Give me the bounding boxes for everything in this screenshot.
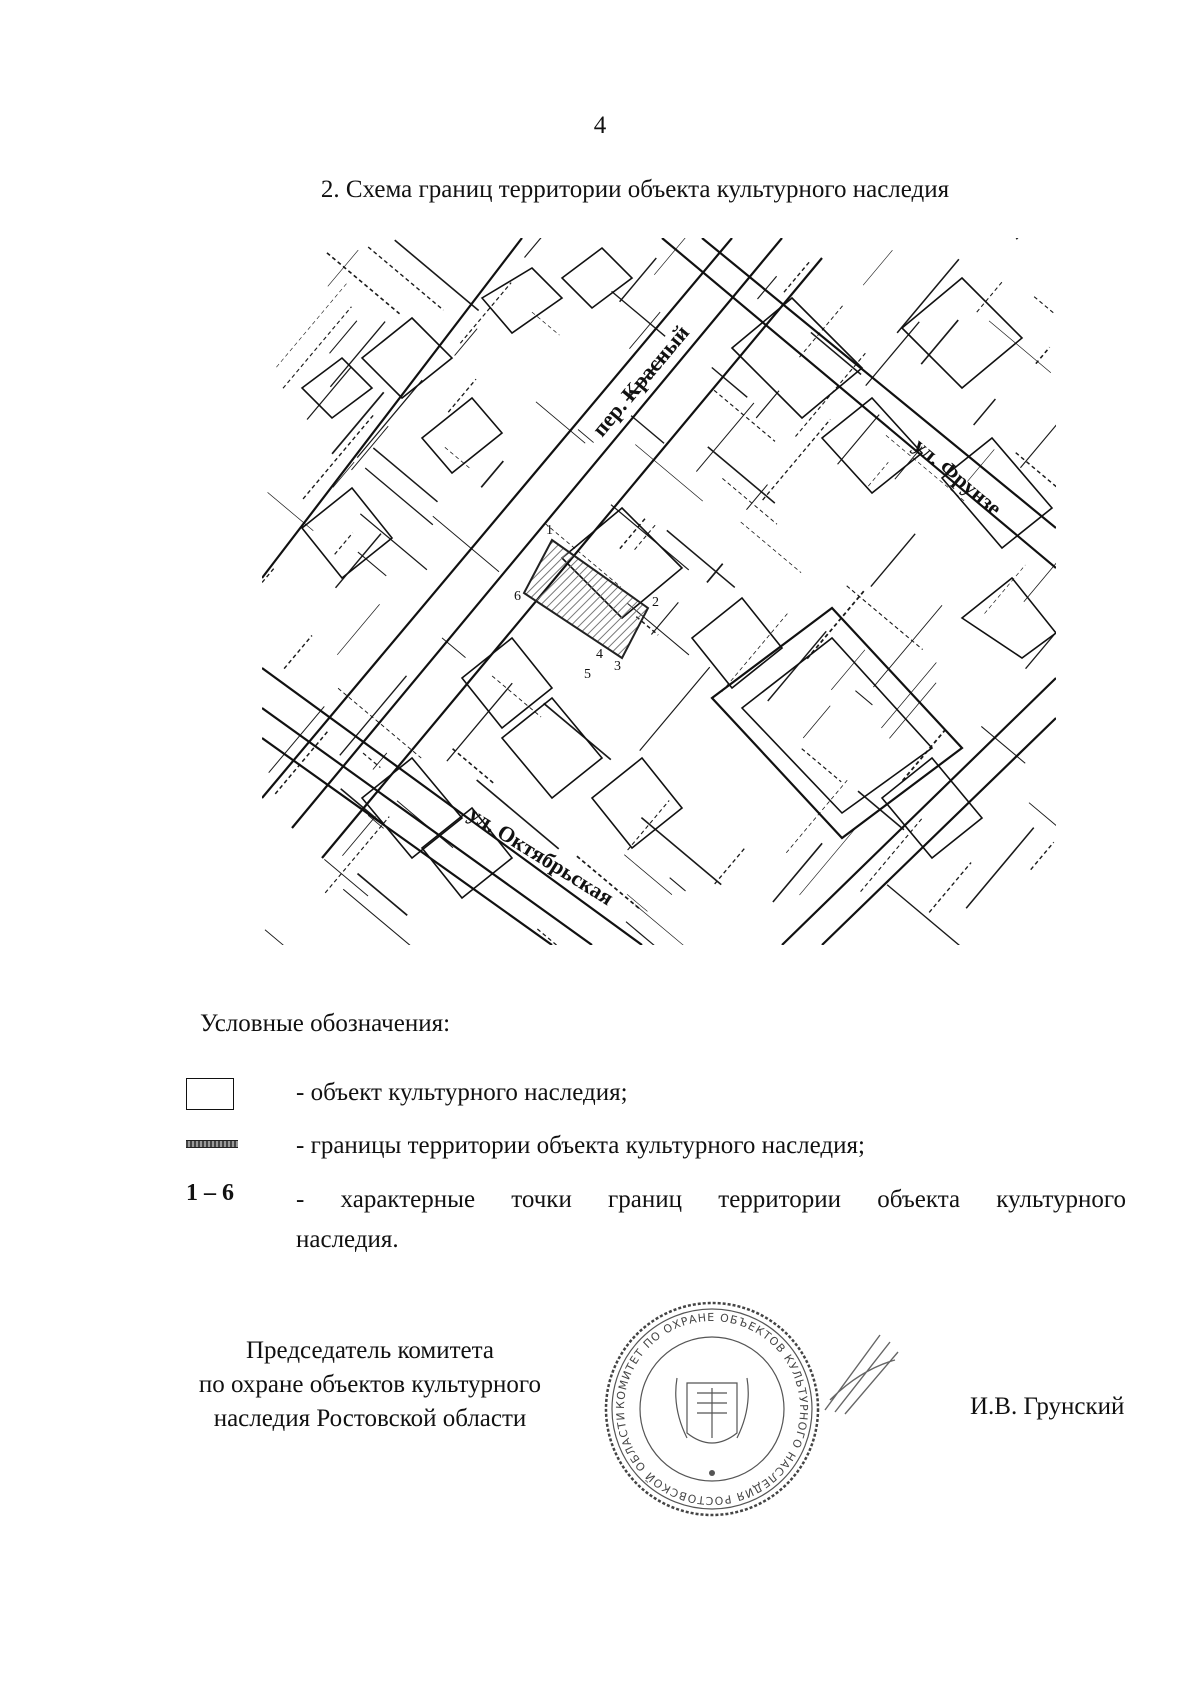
map-line bbox=[873, 605, 942, 687]
map-line bbox=[741, 522, 801, 573]
street-label-frunze: ул. Фрунзе bbox=[908, 432, 1007, 521]
map-line bbox=[667, 530, 735, 587]
map-line bbox=[611, 505, 689, 570]
street-label-oktyabrskaya: ул. Октябрьская bbox=[464, 801, 619, 911]
position-line: по охране объектов культурного bbox=[198, 1371, 542, 1398]
map-line bbox=[807, 589, 865, 659]
map-line bbox=[871, 534, 915, 587]
map-line bbox=[448, 379, 476, 412]
map-line bbox=[855, 691, 872, 705]
map-line bbox=[328, 250, 358, 286]
map-line bbox=[921, 320, 958, 364]
map-line bbox=[1020, 418, 1056, 468]
map-line bbox=[357, 874, 407, 916]
map-line bbox=[863, 250, 892, 285]
map-line bbox=[715, 847, 746, 884]
map-line bbox=[803, 706, 830, 738]
heritage-object-area bbox=[524, 540, 648, 658]
map-line bbox=[881, 662, 936, 728]
map-line bbox=[786, 780, 847, 853]
point-label-2: 2 bbox=[652, 595, 659, 610]
map-line bbox=[330, 322, 385, 387]
map-line bbox=[340, 676, 407, 755]
map-line bbox=[654, 238, 695, 275]
map-line bbox=[333, 462, 354, 487]
legend-item-text: - объект культурного наследия; bbox=[296, 1079, 628, 1106]
page-number: 4 bbox=[593, 112, 607, 139]
legend-hatched-line-icon bbox=[186, 1140, 238, 1148]
map-line bbox=[763, 419, 831, 500]
map-line bbox=[773, 843, 822, 902]
map-line bbox=[284, 635, 312, 668]
map-line bbox=[342, 816, 375, 855]
map-line bbox=[368, 247, 443, 310]
map-line bbox=[332, 392, 384, 454]
map-line bbox=[395, 240, 479, 310]
map-line bbox=[265, 930, 297, 945]
map-line bbox=[442, 638, 466, 658]
map-line bbox=[631, 416, 664, 444]
official-seal-icon bbox=[602, 1298, 822, 1520]
signatory-name: И.В. Грунский bbox=[970, 1393, 1125, 1420]
legend-item-text: - границы территории объекта культурного наследия; bbox=[296, 1132, 865, 1159]
map-line bbox=[714, 390, 775, 441]
position-line: Председатель комитета bbox=[246, 1337, 494, 1364]
cadastral-map-drawing bbox=[262, 238, 1056, 945]
map-line bbox=[1016, 238, 1047, 239]
street-label-krasny: пер. Красный bbox=[586, 320, 694, 442]
point-label-5: 5 bbox=[584, 667, 591, 682]
map-line bbox=[445, 447, 470, 468]
map-line bbox=[481, 461, 503, 487]
map-line bbox=[984, 565, 1025, 614]
map-line bbox=[524, 238, 580, 257]
map-line bbox=[433, 516, 499, 572]
map-line bbox=[360, 514, 427, 570]
map-line bbox=[722, 478, 777, 524]
map-line bbox=[929, 863, 971, 913]
map-line bbox=[544, 703, 611, 759]
map-line bbox=[861, 817, 924, 892]
map-line bbox=[620, 517, 647, 549]
legend-text-line: - характерные точки границ территории объекта культурного bbox=[296, 1186, 1126, 1213]
map-line bbox=[628, 801, 670, 851]
map-line bbox=[620, 258, 657, 302]
map-line bbox=[866, 322, 920, 386]
map-line bbox=[897, 259, 959, 333]
map-line bbox=[966, 828, 1034, 909]
map-line bbox=[1036, 347, 1050, 363]
map-line bbox=[627, 894, 647, 911]
map-line bbox=[641, 818, 721, 885]
map-line bbox=[1024, 560, 1056, 602]
map-line bbox=[624, 855, 672, 895]
map-line bbox=[325, 817, 389, 893]
signatory-position bbox=[160, 1334, 580, 1436]
point-label-1: 1 bbox=[546, 523, 553, 538]
map-line bbox=[373, 448, 437, 502]
cadastral-map bbox=[262, 238, 1056, 945]
position-line: наследия Ростовской области bbox=[213, 1405, 527, 1432]
map-line bbox=[460, 283, 511, 344]
map-line bbox=[838, 415, 880, 465]
map-line bbox=[537, 929, 595, 945]
legend-item-text bbox=[296, 1180, 1126, 1260]
map-line bbox=[635, 445, 702, 502]
point-label-3: 3 bbox=[614, 659, 621, 674]
map-line bbox=[336, 534, 381, 588]
map-line bbox=[989, 321, 1051, 373]
point-label-6: 6 bbox=[514, 589, 521, 604]
map-line bbox=[1029, 803, 1056, 829]
legend-text-line: наследия. bbox=[296, 1226, 399, 1253]
map-line bbox=[343, 889, 415, 945]
map-line bbox=[640, 667, 710, 750]
map-line bbox=[1031, 842, 1054, 869]
map-line bbox=[670, 878, 686, 891]
map-line bbox=[363, 753, 380, 768]
handwritten-signature-icon bbox=[820, 1330, 900, 1420]
map-line bbox=[756, 391, 779, 418]
map-line bbox=[578, 430, 594, 443]
map-line bbox=[307, 368, 351, 420]
map-line bbox=[337, 604, 379, 655]
map-line bbox=[330, 321, 357, 354]
map-line bbox=[455, 329, 478, 356]
map-line bbox=[626, 922, 670, 945]
map-line bbox=[974, 399, 996, 425]
map-line bbox=[1034, 297, 1054, 314]
map-line bbox=[847, 586, 923, 650]
legend-points-symbol: 1 – 6 bbox=[186, 1180, 234, 1206]
map-line bbox=[275, 730, 328, 794]
map-line bbox=[612, 291, 666, 336]
map-line bbox=[887, 885, 971, 945]
map-line bbox=[351, 426, 388, 470]
map-line bbox=[492, 676, 541, 717]
seal-text: КОМИТЕТ ПО ОХРАНЕ ОБЪЕКТОВ КУЛЬТУРНОГО НАСЛЕДИЯ РОСТОВСКОЙ ОБЛАСТИ bbox=[613, 1310, 811, 1508]
legend-title: Условные обозначения: bbox=[200, 1010, 451, 1037]
point-label-4: 4 bbox=[596, 647, 603, 662]
map-line bbox=[335, 533, 353, 555]
schema-title: 2. Схема границ территории объекта культурного наследия bbox=[320, 176, 950, 203]
map-line bbox=[453, 749, 496, 785]
map-line bbox=[1016, 453, 1056, 504]
map-line bbox=[327, 253, 400, 314]
legend-rectangle-icon bbox=[186, 1078, 234, 1110]
